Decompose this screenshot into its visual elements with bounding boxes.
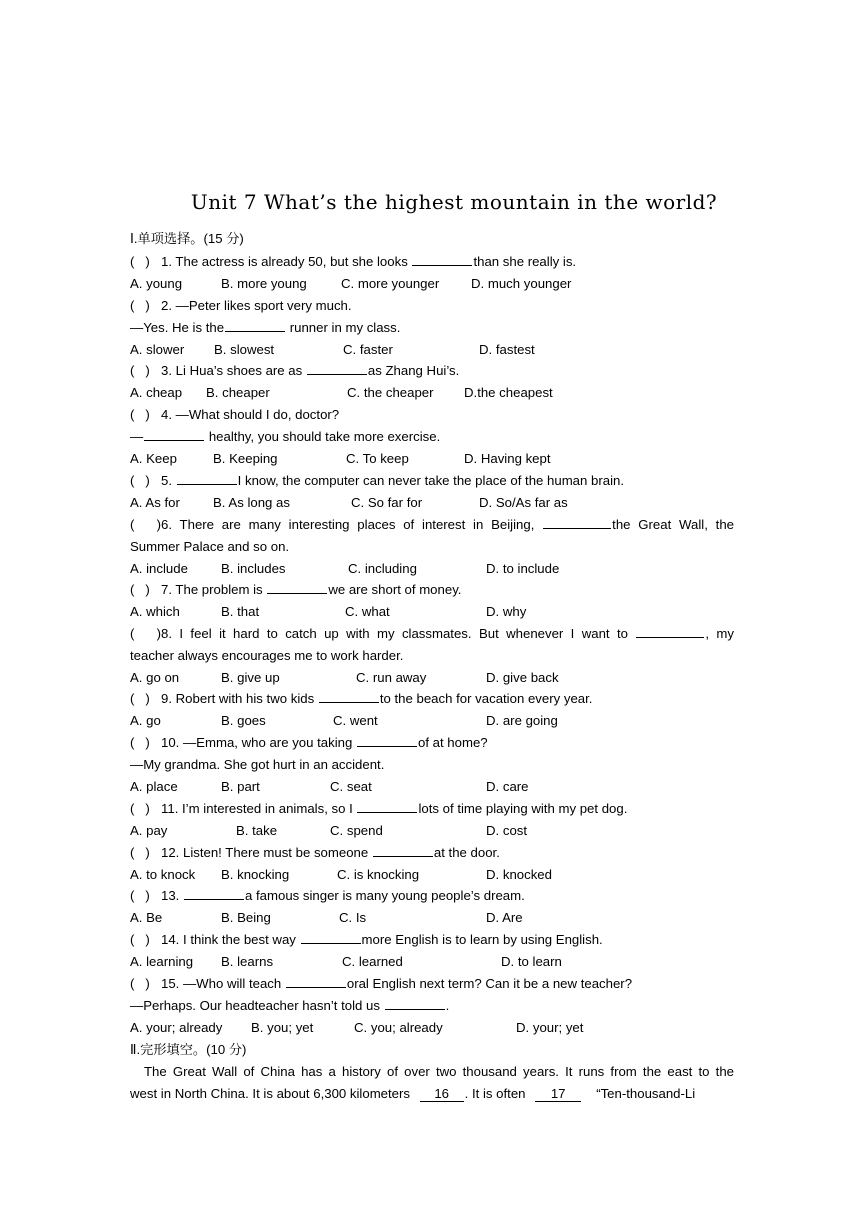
option-a: A. place	[130, 779, 178, 794]
answer-paren[interactable]: ( )	[130, 691, 150, 706]
option-b: B. includes	[221, 561, 286, 576]
option-d: D.the cheapest	[464, 385, 553, 400]
option-d: D. cost	[486, 823, 528, 838]
option-d: D. Having kept	[464, 451, 551, 466]
cloze-blank-17[interactable]: 17	[535, 1086, 581, 1102]
passage-line-2: west in North China. It is about 6,300 kilometers 16 . It is often 17 “Ten-thousand-Li	[130, 1086, 696, 1101]
page-title: Unit 7 What’s the highest mountain in the world?	[190, 190, 718, 214]
answer-paren[interactable]: ( )	[130, 517, 161, 532]
option-d: D. care	[486, 779, 529, 794]
question-10-line2: —My grandma. She got hurt in an accident.	[130, 757, 385, 772]
answer-blank	[301, 930, 361, 944]
answer-blank	[225, 318, 285, 332]
option-c: C. more younger	[341, 276, 440, 291]
answer-paren[interactable]: ( )	[130, 801, 150, 816]
option-b: B. give up	[221, 670, 280, 685]
answer-paren[interactable]: ( )	[130, 626, 161, 641]
question-6-line2: Summer Palace and so on.	[130, 539, 290, 554]
question-6: ( )6. There are many interesting places of interest in Beijing, the Great Wall, the	[130, 515, 734, 535]
answer-blank	[543, 515, 611, 529]
option-d: D. why	[486, 604, 527, 619]
option-b: B. more young	[221, 276, 307, 291]
option-d: D. much younger	[471, 276, 572, 291]
question-14: ( ) 14. I think the best way more English is to learn by using English.	[130, 930, 734, 950]
option-c: C. faster	[343, 342, 393, 357]
section2-header: Ⅱ.完形填空。(10 分)	[130, 1042, 247, 1057]
answer-blank	[267, 580, 327, 594]
section1-header: Ⅰ.单项选择。(15 分)	[130, 231, 244, 246]
question-15-line2: —Perhaps. Our headteacher hasn’t told us .	[130, 998, 450, 1013]
question-11: ( ) 11. I’m interested in animals, so I lots of time playing with my pet dog.	[130, 799, 734, 819]
option-b: B. take	[236, 823, 278, 838]
cloze-blank-16[interactable]: 16	[420, 1086, 464, 1102]
question-4-line2: — healthy, you should take more exercise.	[130, 429, 441, 444]
question-8: ( )8. I feel it hard to catch up with my classmates. But whenever I want to , my	[130, 624, 734, 644]
option-d: D. to learn	[501, 954, 562, 969]
answer-blank	[357, 733, 417, 747]
option-c: C. seat	[330, 779, 372, 794]
option-a: A. which	[130, 604, 180, 619]
option-b: B. Keeping	[213, 451, 278, 466]
question-13: ( ) 13. a famous singer is many young people’s dream.	[130, 886, 734, 906]
option-a: A. go on	[130, 670, 180, 685]
answer-blank	[307, 361, 367, 375]
option-b: B. learns	[221, 954, 274, 969]
option-d: D. to include	[486, 561, 560, 576]
question-9: ( ) 9. Robert with his two kids to the beach for vacation every year.	[130, 689, 734, 709]
question-2: ( ) 2. —Peter likes sport very much.	[130, 296, 734, 316]
answer-blank	[177, 471, 237, 485]
option-a: A. As for	[130, 495, 180, 510]
option-d: D. Are	[486, 910, 523, 925]
answer-blank	[184, 886, 244, 900]
question-2-line2: —Yes. He is the runner in my class.	[130, 320, 401, 335]
option-c: C. So far for	[351, 495, 423, 510]
option-a: A. to knock	[130, 867, 196, 882]
option-c: C. what	[345, 604, 390, 619]
question-4: ( ) 4. —What should I do, doctor?	[130, 405, 734, 425]
option-b: B. part	[221, 779, 260, 794]
option-d: D. give back	[486, 670, 559, 685]
option-c: C. To keep	[346, 451, 409, 466]
question-5: ( ) 5. I know, the computer can never take the place of the human brain.	[130, 471, 734, 491]
answer-paren[interactable]: ( )	[130, 845, 150, 860]
answer-blank	[357, 799, 417, 813]
answer-paren[interactable]: ( )	[130, 932, 150, 947]
answer-paren[interactable]: ( )	[130, 254, 150, 269]
question-1: ( ) 1. The actress is already 50, but she looks than she really is.	[130, 252, 734, 272]
option-b: B. As long as	[213, 495, 290, 510]
option-b: B. you; yet	[251, 1020, 314, 1035]
option-a: A. Be	[130, 910, 163, 925]
answer-paren[interactable]: ( )	[130, 976, 150, 991]
option-c: C. spend	[330, 823, 383, 838]
option-b: B. that	[221, 604, 260, 619]
answer-paren[interactable]: ( )	[130, 298, 150, 313]
option-b: B. goes	[221, 713, 266, 728]
answer-blank	[385, 996, 445, 1010]
question-3: ( ) 3. Li Hua’s shoes are as as Zhang Hui’s.	[130, 361, 734, 381]
option-c: C. Is	[339, 910, 367, 925]
option-a: A. cheap	[130, 385, 183, 400]
option-a: A. slower	[130, 342, 185, 357]
question-15: ( ) 15. —Who will teach oral English next term? Can it be a new teacher?	[130, 974, 734, 994]
option-a: A. young	[130, 276, 183, 291]
option-a: A. go	[130, 713, 161, 728]
answer-blank	[636, 624, 704, 638]
option-c: C. went	[333, 713, 378, 728]
answer-blank	[373, 843, 433, 857]
option-c: C. learned	[342, 954, 403, 969]
answer-blank	[412, 252, 472, 266]
answer-blank	[144, 427, 204, 441]
question-8-line2: teacher always encourages me to work harder.	[130, 648, 404, 663]
option-d: D. fastest	[479, 342, 535, 357]
option-d: D. knocked	[486, 867, 552, 882]
option-c: C. you; already	[354, 1020, 443, 1035]
option-b: B. Being	[221, 910, 271, 925]
option-a: A. your; already	[130, 1020, 223, 1035]
passage-line-1: The Great Wall of China has a history of over two thousand years. It runs from the east to the	[144, 1064, 734, 1079]
option-a: A. learning	[130, 954, 194, 969]
answer-paren[interactable]: ( )	[130, 582, 150, 597]
answer-paren[interactable]: ( )	[130, 735, 150, 750]
option-c: C. including	[348, 561, 417, 576]
option-d: D. your; yet	[516, 1020, 584, 1035]
question-10: ( ) 10. —Emma, who are you taking of at home?	[130, 733, 734, 753]
option-b: B. knocking	[221, 867, 290, 882]
option-a: A. pay	[130, 823, 168, 838]
answer-blank	[319, 689, 379, 703]
answer-paren[interactable]: ( )	[130, 473, 150, 488]
option-a: A. include	[130, 561, 188, 576]
answer-paren[interactable]: ( )	[130, 407, 150, 422]
question-7: ( ) 7. The problem is we are short of money.	[130, 580, 734, 600]
answer-paren[interactable]: ( )	[130, 363, 150, 378]
option-c: C. the cheaper	[347, 385, 434, 400]
question-12: ( ) 12. Listen! There must be someone at the door.	[130, 843, 734, 863]
option-a: A. Keep	[130, 451, 177, 466]
answer-blank	[286, 974, 346, 988]
option-b: B. cheaper	[206, 385, 270, 400]
option-c: C. is knocking	[337, 867, 420, 882]
option-c: C. run away	[356, 670, 427, 685]
option-d: D. are going	[486, 713, 558, 728]
answer-paren[interactable]: ( )	[130, 888, 150, 903]
option-b: B. slowest	[214, 342, 275, 357]
option-d: D. So/As far as	[479, 495, 568, 510]
